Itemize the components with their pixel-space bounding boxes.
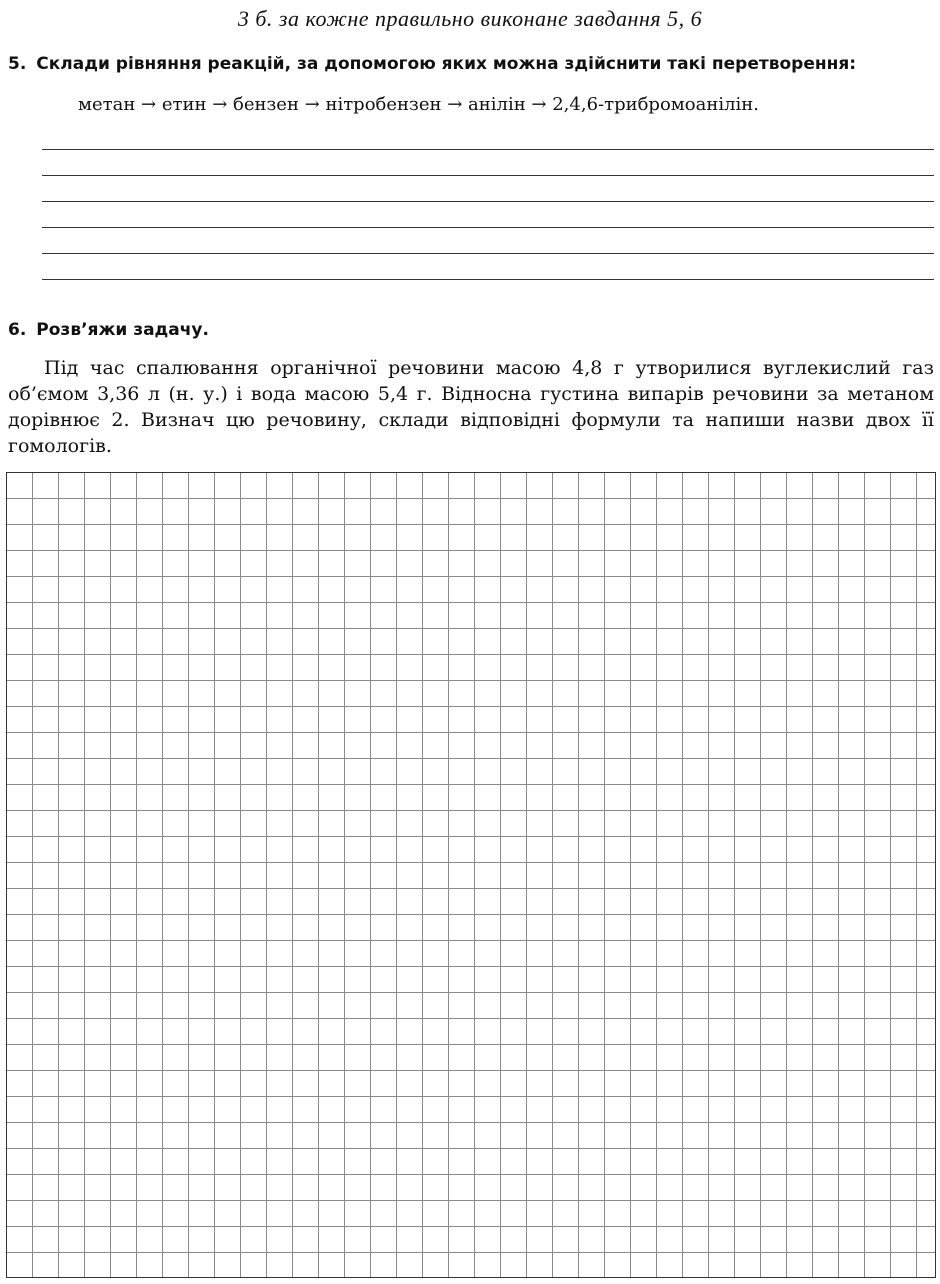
answer-lines[interactable] bbox=[42, 124, 934, 280]
solution-grid[interactable] bbox=[6, 472, 936, 1278]
answer-line[interactable] bbox=[42, 124, 934, 150]
task-6-problem-text: Під час спалювання органічної речовини масою 4,8 г утворилися вуглекислий газ об’ємом 3,36 л (н. у.) і вода масою 5,4 г. Відносна густина випарів речовини за метаном дорівнює 2. Визнач цю речовину, склади відповідні формули та напиши назви двох її гомологів. bbox=[8, 357, 934, 457]
task-5-instruction: Склади рівняння реакцій, за допомогою яких можна здійснити такі перетворення: bbox=[36, 54, 857, 74]
answer-line[interactable] bbox=[42, 202, 934, 228]
scoring-note: 3 б. за кожне правильно виконане завдання 5, 6 bbox=[237, 6, 703, 31]
task-5-title bbox=[8, 54, 856, 74]
task-6-instruction: Розв’яжи задачу. bbox=[36, 320, 209, 340]
task-6-number: 6. bbox=[8, 320, 27, 340]
answer-line[interactable] bbox=[42, 228, 934, 254]
task-5-number: 5. bbox=[8, 54, 27, 74]
task-6-title bbox=[8, 320, 209, 340]
transformation-chain: метан → етин → бензен → нітробензен → анілін → 2,4,6-трибромоанілін. bbox=[78, 94, 760, 115]
answer-line[interactable] bbox=[42, 150, 934, 176]
answer-line[interactable] bbox=[42, 176, 934, 202]
answer-line[interactable] bbox=[42, 254, 934, 280]
